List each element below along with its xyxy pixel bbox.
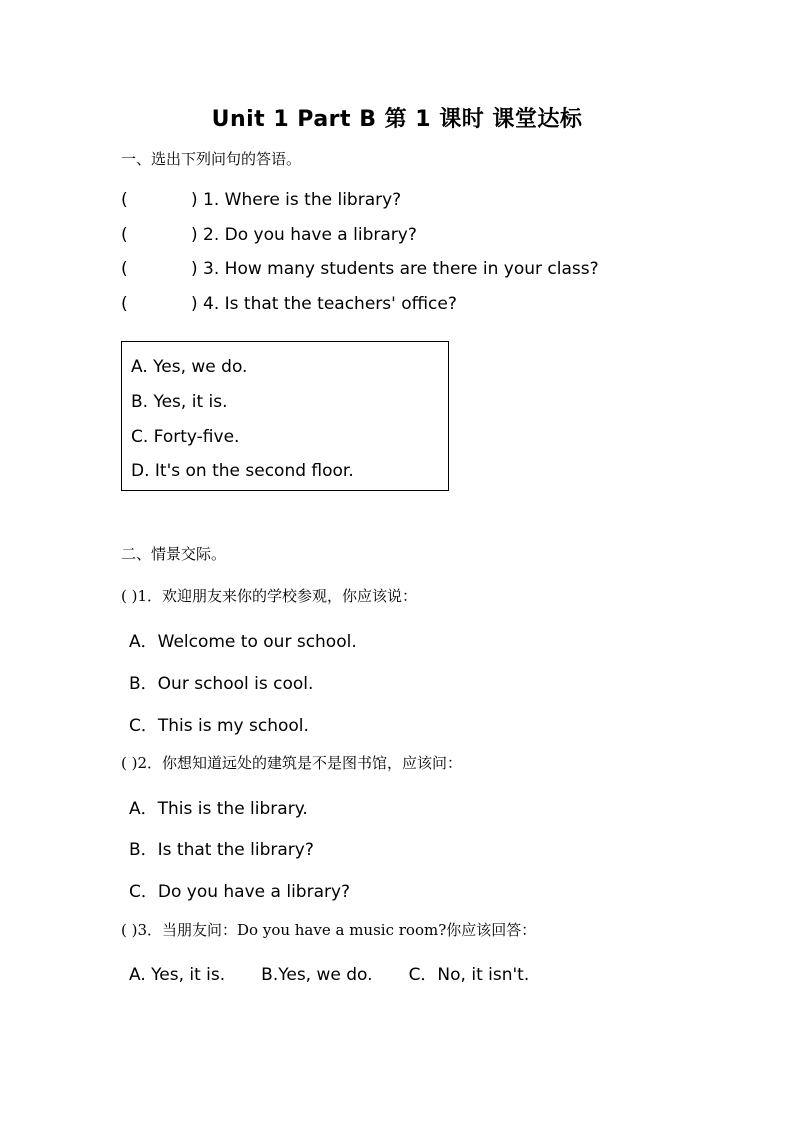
section2-heading: 二、情景交际。 [121, 545, 227, 563]
situation-1-option-c: C．This is my school. [129, 716, 309, 736]
answer-blank: ( [121, 225, 128, 245]
question-text: ) 3. How many students are there in your class? [191, 259, 599, 279]
situation-1-prompt: ( )1．欢迎朋友来你的学校参观，你应该说： [121, 587, 418, 605]
situation-2-prompt: ( )2．你想知道远处的建筑是不是图书馆，应该问： [121, 754, 463, 772]
answer-blank: ( [121, 190, 128, 210]
situation-3-prompt: ( )3．当朋友问：Do you have a music room?你应该回答： [121, 921, 537, 939]
question-2 [121, 225, 417, 245]
question-3 [121, 259, 599, 279]
question-4 [121, 294, 457, 314]
situation-2-option-c: C．Do you have a library? [129, 882, 351, 902]
situation-2-option-b: B．Is that the library? [129, 840, 314, 860]
answer-blank: ( [121, 294, 128, 314]
option-c: C. Forty-five. [131, 427, 240, 447]
situation-1-option-b: B．Our school is cool. [129, 674, 314, 694]
situation-3-option-b: B.Yes, we do. [261, 965, 373, 985]
situation-2-option-a: A．This is the library. [129, 799, 308, 819]
option-b: B. Yes, it is. [131, 392, 228, 412]
question-text: ) 1. Where is the library? [191, 190, 402, 210]
situation-3-option-a: A. Yes, it is. [129, 965, 226, 985]
answer-options-box [121, 341, 449, 491]
situation-3-options [129, 960, 529, 985]
question-1 [121, 190, 401, 210]
option-a: A. Yes, we do. [131, 357, 248, 377]
answer-blank: ( [121, 259, 128, 279]
page-title: Unit 1 Part B 第 1 课时 课堂达标 [211, 107, 583, 132]
section1-heading: 一、选出下列问句的答语。 [121, 150, 302, 168]
question-text: ) 4. Is that the teachers' office? [191, 294, 457, 314]
situation-1-option-a: A．Welcome to our school. [129, 632, 357, 652]
option-d: D. It's on the second floor. [131, 461, 354, 481]
question-text: ) 2. Do you have a library? [191, 225, 417, 245]
situation-3-option-c: C．No, it isn't. [408, 965, 530, 985]
